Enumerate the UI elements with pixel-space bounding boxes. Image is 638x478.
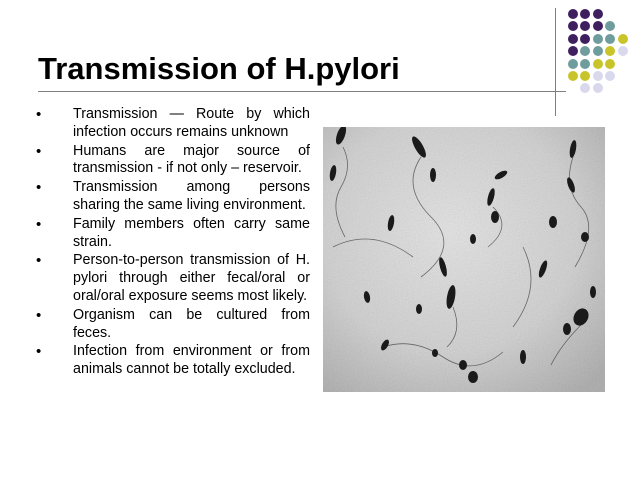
decorative-dot [605, 46, 615, 56]
decorative-dot [580, 83, 590, 93]
bullet-symbol: • [36, 252, 42, 270]
decorative-dot [568, 21, 578, 31]
decorative-dot [568, 34, 578, 44]
decorative-dot [580, 21, 590, 31]
decorative-dot [580, 71, 590, 81]
decorative-dot [580, 46, 590, 56]
decorative-dot [593, 21, 603, 31]
bacteria-micrograph [323, 127, 605, 392]
dot-grid-decoration [568, 9, 632, 105]
decorative-dot [618, 46, 628, 56]
decorative-dot [605, 34, 615, 44]
decorative-dot [580, 59, 590, 69]
decorative-dot [568, 59, 578, 69]
bullet-text: Infection from environment or from animals cannot be totally excluded. [73, 343, 310, 378]
bullet-text: Transmission among persons sharing the same living environment. [73, 179, 310, 213]
bullet-list [36, 106, 310, 380]
bullet-symbol: • [36, 142, 42, 160]
decorative-dot [593, 9, 603, 19]
bullet-item [36, 179, 310, 215]
decorative-dot [568, 46, 578, 56]
bullet-symbol: • [36, 306, 42, 324]
decorative-dot [593, 46, 603, 56]
decorative-dot [618, 34, 628, 44]
title-underline-divider [38, 91, 566, 92]
bullet-item [36, 216, 310, 252]
bullet-item [36, 307, 310, 343]
bullet-symbol: • [36, 343, 42, 361]
bullet-symbol: • [36, 179, 42, 197]
bullet-text: Transmission — Route by which infection occurs remains unknown [73, 106, 310, 140]
decorative-dot [605, 71, 615, 81]
bullet-item [36, 106, 310, 142]
vertical-divider [555, 8, 556, 116]
decorative-dot [568, 9, 578, 19]
microscopy-photo-icon [323, 127, 605, 392]
decorative-dot [593, 34, 603, 44]
bullet-item [36, 343, 310, 379]
bullet-text: Family members often carry same strain. [73, 215, 310, 250]
bullet-symbol: • [36, 106, 42, 123]
decorative-dot [593, 59, 603, 69]
slide-title: Transmission of H.pylori [38, 51, 400, 86]
bullet-text: Person-to-person transmission of H. pylori through either fecal/oral or oral/oral exposure seems most likely. [73, 252, 310, 304]
bullet-symbol: • [36, 215, 42, 233]
decorative-dot [605, 59, 615, 69]
bullet-item [36, 143, 310, 179]
decorative-dot [580, 9, 590, 19]
decorative-dot [568, 71, 578, 81]
decorative-dot [593, 83, 603, 93]
decorative-dot [605, 21, 615, 31]
bullet-text: Humans are major source of transmission - if not only – reservoir. [73, 142, 310, 177]
bullet-text: Organism can be cultured from feces. [73, 306, 310, 341]
decorative-dot [580, 34, 590, 44]
bullet-item [36, 252, 310, 305]
decorative-dot [593, 71, 603, 81]
